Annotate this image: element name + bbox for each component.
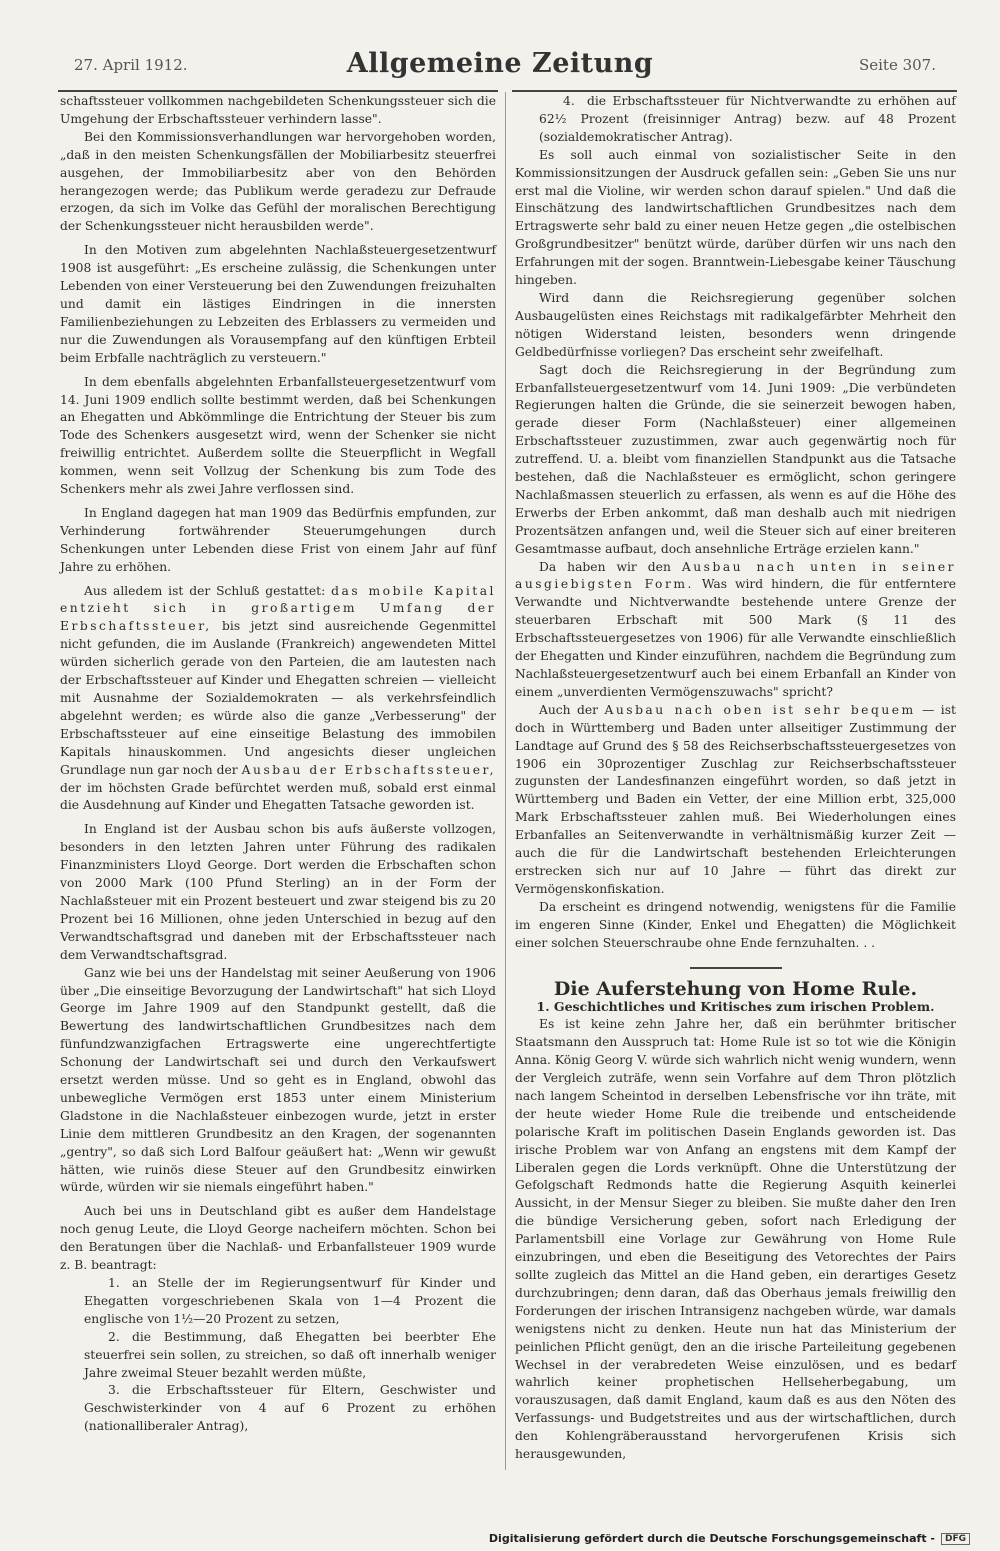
page-number: Seite 307.: [858, 56, 936, 74]
list-number: 4.: [563, 94, 575, 108]
paragraph: schaftssteuer vollkommen nachgebildeten Schenkungssteuer sich die Umgehung der Erbschaftssteuer verhindern lasse".: [60, 94, 496, 126]
paragraph: Wird dann die Reichsregierung gegenüber solchen Ausbaugelüsten eines Reichstags mit radikalgefärbter Mehrheit den nötigen Widerstand leisten, besonders wenn dringende Geldbedürfnisse vorliegen? Das erscheint sehr zweifelhaft.: [515, 290, 956, 359]
list-item: [515, 93, 956, 147]
spaced-emphasis: das mobile Kapital entzieht sich in großartigem Umfang der Erbschaftssteuer,: [60, 583, 496, 634]
issue-date: 27. April 1912.: [74, 56, 188, 74]
paragraph: [60, 583, 496, 816]
list-text: die Erbschaftssteuer für Eltern, Geschwister und Geschwisterkinder von 4 auf 6 Prozent zu erhöhen (nationalliberaler Antrag),: [84, 1383, 496, 1434]
digitization-credit: [489, 1532, 970, 1545]
text-run: Aus alledem ist der Schluß gestattet:: [84, 583, 332, 598]
paragraph: [515, 559, 956, 702]
list-item: [60, 1275, 496, 1329]
paragraph: [515, 702, 956, 899]
spaced-emphasis: Ausbau der Erbschaftssteuer,: [241, 762, 496, 777]
header-rule-right: [512, 90, 957, 92]
dfg-logo: DFG: [941, 1533, 970, 1545]
page-header: [58, 48, 942, 84]
paragraph: Ganz wie bei uns der Handelstag mit seiner Aeußerung von 1906 über „Die einseitige Bevorzugung der Landwirtschaft" hat sich Lloyd George im Jahre 1909 auf den Standpunkt gestellt, daß die Bewertung des landwirtschaftlichen Grundbesitzes nach dem fünfundzwanzigfachen Ertragswerte eine ungerechtfertigte Schonung der Landwirtschaft sei und durch den Verkaufswert ersetzt werden müsse. Und so geht es in England, obwohl das unbewegliche Vermögen erst 1853 unter einem Ministerium Gladstone in die Nachlaßsteuer einbezogen wurde, jetzt in erster Linie dem mittleren Grundbesitz an den Kragen, der sogenannten „gentry", so daß sich Lord Balfour geäußert hat: „Wenn wir gewußt hätten, wie ruinös diese Steuer auf den Grundbesitz einwirken würde, würden wir sie niemals eingeführt haben.": [60, 965, 496, 1195]
column-separator: [505, 92, 506, 1470]
header-rule-left: [58, 90, 498, 92]
section-divider: [690, 967, 782, 969]
paragraph: Es soll auch einmal von sozialistischer Seite in den Kommissionsitzungen der Ausdruck gefallen sein: „Geben Sie uns nur erst mal die Violine, wir werden schon darauf spielen." Und daß die Einschätzung des landwirtschaftlichen Grundbesitzes nach dem Ertragswerte sehr bald zu einer neuen Hetze gegen „die ostelbischen Großgrundbesitzer" benützt würde, darüber dürfen wir uns nach den Erfahrungen mit der sogen. Branntwein-Liebesgabe keiner Täuschung hingeben.: [515, 147, 956, 288]
spaced-emphasis: Ausbau nach oben ist sehr bequem: [604, 702, 916, 717]
paragraph: In England dagegen hat man 1909 das Bedürfnis empfunden, zur Verhinderung fortwährender Steuerumgehungen durch Schenkungen unter Lebenden diese Frist von einem Jahr auf fünf Jahre zu erhöhen.: [60, 505, 496, 574]
paragraph: Bei den Kommissionsverhandlungen war hervorgehoben worden, „daß in den meisten Schenkungsfällen der Mobiliarbesitz steuerfrei ausgehen, der Immobiliarbesitz aber von den Behörden herangezogen werde; das Publikum werde geradezu zur Defraude erzogen, da sich im Volke das Gefühl der moralischen Berechtigung der Schenkungssteuer nicht herausbilden werde".: [60, 129, 496, 234]
list-text: an Stelle der im Regierungsentwurf für Kinder und Ehegatten vorgeschriebenen Skala von 1—4 Prozent die englische von 1½—20 Prozent zu setzen,: [84, 1276, 496, 1326]
list-item: [60, 1382, 496, 1436]
list-item: [60, 1329, 496, 1383]
paragraph: Es ist keine zehn Jahre her, daß ein berühmter britischer Staatsmann den Ausspruch tat: Home Rule ist so tot wie die Königin Anna. König Georg V. würde sich wahrlich nicht wenig wundern, wenn der Vergleich zuträfe, wenn sein Vorfahre auf dem Thron plötzlich nach langem Scheintod in derselben Lebensfrische vor ihn träte, mit der heute wieder Home Rule die treibende und entscheidende polarische Kraft im politischen Dasein Englands geworden ist. Das irische Problem war von Anfang an engstens mit dem Kampf der Liberalen gegen die Lords verknüpft. Ohne die Unterstützung der Gefolgschaft Redmonds hatte die Regierung Asquith keinerlei Aussicht, in der Mensur Sieger zu bleiben. Sie mußte daher den Iren die bündige Versicherung geben, sofort nach Erledigung der Parlamentsbill eine Vorlage zur Gewährung von Home Rule einzubringen, und eben die Beseitigung des Vetorechtes der Pairs sollte zugleich das Mittel an die Hand geben, ein derartiges Gesetz durchzubringen; denn daran, daß das Oberhaus jemals freiwillig den Forderungen der irischen Intransigenz nachgeben würde, war damals wenigstens nicht zu denken. Heute nun hat das Ministerium der peinlichen Pflicht genügt, den an die irische Parteileitung gegebenen Wechsel in der verabredeten Weise einzulösen, und es bedarf wahrlich keiner prophetischen Hellseherbegabung, um vorauszusagen, daß damit England, kaum daß es aus den Nöten des Verfassungs- und Budgetstreites und aus der wirtschaftlichen, durch den Kohlengräberausstand hervorgerufenen Krisis sich herausgewunden,: [515, 1017, 956, 1462]
article-heading: Die Auferstehung von Home Rule.: [553, 977, 918, 1000]
right-column: [515, 93, 956, 1464]
paragraph: In dem ebenfalls abgelehnten Erbanfallsteuergesetzentwurf vom 14. Juni 1909 endlich sollte bestimmt werden, daß bei Schenkungen an Ehegatten und Abkömmlinge die Entrichtung der Steuer bis zum Tode des Schenkers ausgesetzt wird, wenn der Schenker sie nicht freiwillig entrichtet. Außerdem sollte die Steuerpflicht in Wegfall kommen, wenn seit Vollzug der Schenkung bis zum Tode des Schenkers mehr als zwei Jahre verflossen sind.: [60, 374, 496, 497]
left-column: [60, 93, 496, 1436]
text-run: Auch der: [539, 702, 605, 717]
text-run: Da haben wir den: [539, 559, 682, 574]
text-run: bis jetzt sind ausreichende Gegenmittel nicht gefunden, die im Auslande (Frankreich) angewendeten Mittel würden sicherlich gerade von den Parteien, die am lautesten nach der Erbschaftssteuer auf Kinder und Ehegatten schreien — vielleicht mit Ausnahme der Sozialdemokraten — als verkehrsfeindlich abgelehnt werden; es würde also die ganze „Verbesserung" der Erbschaftssteuer auf eine einseitige Belastung des immobilen Kapitals hinauskommen. Und angesichts dieser ungleichen Grundlage nun gar noch der: [60, 619, 496, 777]
masthead-title: Allgemeine Zeitung: [346, 48, 654, 79]
list-number: 1.: [108, 1276, 120, 1290]
spaced-emphasis: Ausbau nach unten in seiner ausgiebigsten Form.: [515, 559, 956, 592]
text-run: Was wird hindern, die für entferntere Verwandte und Nichtverwandte bestehende untere Grenze der steuerbaren Erbschaft mit 500 Mark (§ 11 des Erbschaftssteuergesetzes von 1906) für alle Verwandte einschließlich der Ehegatten und Kinder einzuführen, nachdem die Begründung zum Nachlaßsteuergesetzentwurf auch bei einem Erbanfall an Kinder von einem „unverdienten Vermögenszuwachs" spricht?: [515, 577, 957, 699]
text-run: der im höchsten Grade befürchtet werden muß, sobald erst einmal die Ausdehnung auf Kinder und Ehegatten Tatsache geworden ist.: [60, 780, 496, 813]
list-text: die Bestimmung, daß Ehegatten bei beerbter Ehe steuerfrei sein sollen, zu streichen, so daß oft innerhalb weniger Jahre zweimal Steuer bezahlt werden müßte,: [84, 1329, 496, 1380]
list-text: die Erbschaftssteuer für Nichtverwandte zu erhöhen auf 62½ Prozent (freisinniger Antrag) bezw. auf 48 Prozent (sozialdemokratischer Antrag).: [539, 94, 956, 144]
paragraph: Auch bei uns in Deutschland gibt es außer dem Handelstage noch genug Leute, die Lloyd George nacheifern möchten. Schon bei den Beratungen über die Nachlaß- und Erbanfallsteuer 1909 wurde z. B. beantragt:: [60, 1204, 496, 1273]
list-number: 2.: [108, 1329, 120, 1344]
paragraph: Da erscheint es dringend notwendig, wenigstens für die Familie im engeren Sinne (Kinder, Enkel und Ehegatten) die Möglichkeit einer solchen Steuerschraube ohne Ende fernzuhalten. . .: [515, 899, 956, 950]
credit-text: Digitalisierung gefördert durch die Deutsche Forschungsgemeinschaft -: [488, 1532, 935, 1545]
list-number: 3.: [108, 1383, 120, 1398]
paragraph: In England ist der Ausbau schon bis aufs äußerste vollzogen, besonders in den letzten Jahren unter Führung des radikalen Finanzministers Lloyd George. Dort werden die Erbschaften schon von 2000 Mark (100 Pfund Sterling) an in der Form der Nachlaßsteuer mit ein Prozent besteuert und zwar steigend bis zu 20 Prozent bei 16 Millionen, ohne jeden Unterschied in bezug auf den Verwandtschaftsgrad und daneben mit der Erbschaftssteuer nach dem Verwandtschaftsgrad.: [60, 822, 496, 962]
text-run: — ist doch in Württemberg und Baden unter allseitiger Zustimmung der Landtage auf Grund des § 58 des Reichserbschaftssteuergesetzes von 1906 ein 30prozentiger Zuschlag zur Reichserbschaftssteuer zugunsten der Landesfinanzen eingeführt worden, so daß jetzt in Württemberg und Baden ein Vetter, der eine Million erbt, 325,000 Mark Erbschaftssteuer zahlen muß. Bei Wiederholungen eines Erbanfalles an Seitenverwandte in verhältnismäßig kurzer Zeit — auch die für die Landwirtschaft bestehenden Erleichterungen erstrecken sich nur auf 10 Jahre — führt das direkt zur Vermögenskonfiskation.: [515, 702, 956, 896]
paragraph: Sagt doch die Reichsregierung in der Begründung zum Erbanfallsteuergesetzentwurf vom 14. Juni 1909: „Die verbündeten Regierungen halten die Gründe, die sie seinerzeit bewogen haben, gerade dieser Form (Nachlaßsteuer) einer allgemeinen Erbschaftssteuer zuzustimmen, zwar auch gegenwärtig noch für zutreffend. U. a. bleibt vom finanziellen Standpunkt aus die Tatsache bestehen, daß die Nachlaßsteuer es ermöglicht, schon geringere Nachlaßmassen steuerlich zu erfassen, als wenn es auf die Höhe des Erwerbs der Erben ankommt, daß man deshalb auch mit niedrigen Prozentsätzen anfangen und, weil die Steuer sich auf einer breiteren Gesamtmasse aufbaut, doch ansehnliche Erträge erzielen kann.": [515, 362, 956, 556]
article-subheading: 1. Geschichtliches und Kritisches zum irischen Problem.: [536, 999, 935, 1015]
paragraph: In den Motiven zum abgelehnten Nachlaßsteuergesetzentwurf 1908 ist ausgeführt: „Es erscheine zulässig, die Schenkungen unter Lebenden von einer Versteuerung bei den Zuwendungen freizuhalten und damit ein lästiges Eindringen in die innersten Familienbeziehungen zu Lebzeiten des Erblassers zu vermeiden und nur die Zuwendungen als Vorausempfang auf den künftigen Erbteil beim Erbfalle nachträglich zu versteuern.": [60, 243, 496, 365]
